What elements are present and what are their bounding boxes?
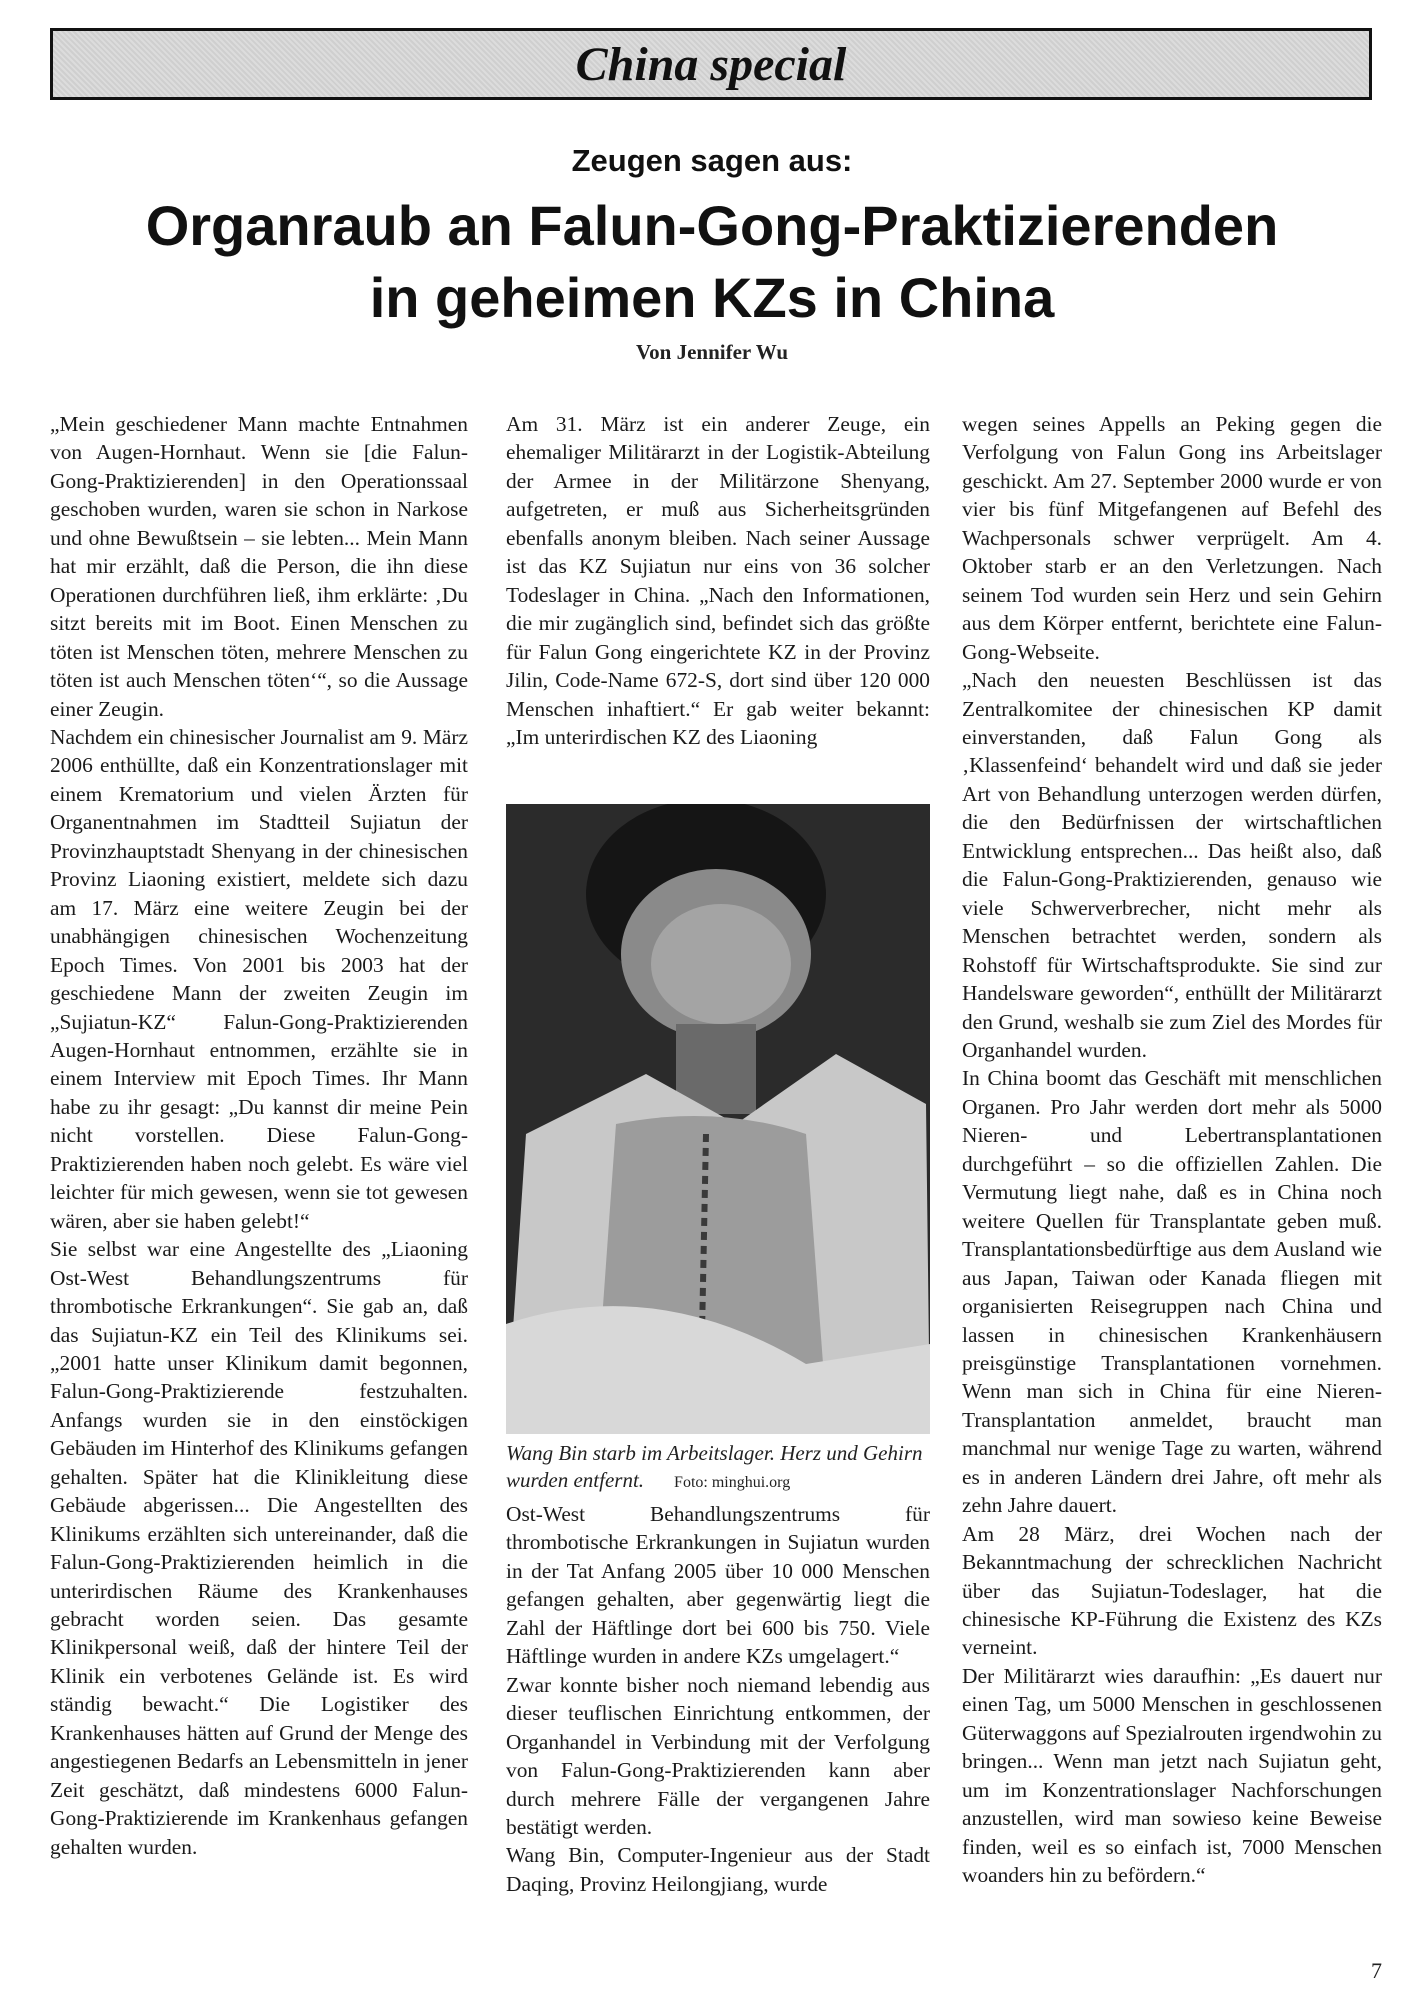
page-number: 7 — [1371, 1958, 1382, 1983]
paragraph: Wang Bin, Computer-Ingenieur aus der Stadt Daqing, Provinz Heilongjiang, wurde — [506, 1843, 930, 1896]
paragraph: „Nach den neuesten Beschlüssen ist das Zentralkomitee der chinesischen KP damit einverstanden, daß Falun Gong als ‚Klassenfeind‘ behandelt wird und daß sie jeder Art von Behandlung unterzogen werden dürfen, die den Bedürfnissen der wirtschaftlichen Entwicklung entsprechen... Das heißt also, daß die Falun-Gong-Praktizierenden, genauso wie viele Schwerverbrecher, nicht mehr als Menschen betrachtet werden, sondern als Rohstoff für Wirtschaftsprodukte. Sie sind zur Handelsware geworden“, enthüllt der Militärarzt den Grund, weshalb sie zum Ziel des Mordes für Organhandel wurden. — [962, 668, 1382, 1062]
paragraph: Zwar konnte bisher noch niemand lebendig aus dieser teuflischen Einrichtung entkommen, der Organhandel in Verbindung mit der Verfolgung von Falun-Gong-Praktizierenden kann aber durch mehrere Fälle der vergangenen Jahre bestätigt werden. — [506, 1672, 930, 1839]
paragraph: Am 28 März, drei Wochen nach der Bekanntmachung der schrecklichen Nachricht über das Sujiatun-Todeslager, hat die chinesische KP-Führung die Existenz des KZs verneint. — [962, 1521, 1382, 1660]
section-banner — [50, 28, 1372, 100]
article-headline — [0, 190, 1424, 334]
paragraph: Der Militärarzt wies daraufhin: „Es dauert nur einen Tag, um 5000 Menschen in geschlossenen Güterwaggons auf Spezialrouten irgendwohin zu bringen... Wenn man jetzt nach Sujiatun geht, um im Konzentrationslager Nachforschungen anzustellen, wird man sowieso keine Beweise finden, weil es so einfach ist, 7000 Menschen woanders hin zu befördern.“ — [962, 1663, 1382, 1888]
section-title: China special — [575, 37, 847, 91]
photo-caption — [506, 1440, 930, 1496]
paragraph: Am 31. März ist ein anderer Zeuge, ein ehemaliger Militärarzt in der Logistik-Abteilung der Armee in der Militärzone Shenyang, aufgetreten, er muß aus Sicherheitsgründen ebenfalls anonym bleiben. Nach seiner Aussage ist das KZ Sujiatun nur eins von 36 solcher Todeslager in China. „Nach den Informationen, die mir zugänglich sind, befindet sich das größte für Falun Gong eingerichtete KZ in der Provinz Jilin, Code-Name 672-S, dort sind über 120 000 Menschen inhaftiert.“ Er gab weiter bekannt: „Im unterirdischen KZ des Liaoning — [506, 412, 930, 749]
paragraph: wegen seines Appells an Peking gegen die Verfolgung von Falun Gong ins Arbeitslager geschickt. Am 27. September 2000 wurde er von vier bis fünf Mitgefangenen auf Befehl des Wachpersonals schwer verprügelt. Am 4. Oktober starb er an den Verletzungen. Nach seinem Tod wurden sein Herz und sein Gehirn aus dem Körper entfernt, berichtete eine Falun-Gong-Webseite. — [962, 412, 1382, 664]
article-photo — [506, 804, 930, 1434]
paragraph: „Mein geschiedener Mann machte Entnahmen von Augen-Hornhaut. Wenn sie [die Falun-Gong-Praktizierenden] in den Operationssaal geschoben wurden, waren sie schon in Narkose und ohne Bewußtsein – sie lebten... Mein Mann hat mir erzählt, daß die Person, die ihn diese Operationen durchführen ließ, ihm erklärte: ‚Du sitzt bereits mit im Boot. Einen Menschen zu töten ist Menschen töten, mehrere Menschen zu töten ist auch Menschen töten‘“, so die Aussage einer Zeugin. — [50, 412, 468, 721]
article-byline: Von Jennifer Wu — [635, 340, 789, 364]
paragraph: Sie selbst war eine Angestellte des „Liaoning Ost-West Behandlungszentrums für thrombotische Erkrankungen“. Sie gab an, daß das Sujiatun-KZ ein Teil des Klinikums sei. „2001 hatte unser Klinikum damit begonnen, Falun-Gong-Praktizierende festzuhalten. Anfangs wurden sie in den einstöckigen Gebäuden im Hinterhof des Klinikums gefangen gehalten. Später hat die Klinikleitung diese Gebäude abgerissen... Die Angestellten des Klinikums erzählten sich untereinander, daß die Falun-Gong-Praktizierenden heimlich in die unterirdischen Räume des Krankenhauses gebracht worden seien. Das gesamte Klinikpersonal weiß, daß der hintere Teil der Klinik ein verbotenes Gelände ist. Es wird ständig bewacht.“ Die Logistiker des Krankenhauses hätten auf Grund der Menge des angestiegenen Bedarfs an Lebensmitteln in jener Zeit geschätzt, daß mindestens 6000 Falun-Gong-Praktizierende im Krankenhaus gefangen gehalten wurden. — [50, 1237, 468, 1859]
caption-text: Wang Bin starb im Arbeitslager. Herz und Gehirn wurden entfernt. — [506, 1441, 923, 1492]
text-column-2-bottom — [506, 1500, 930, 1898]
text-column-2-top — [506, 410, 930, 751]
text-column-1 — [50, 410, 468, 1861]
headline-line-2: in geheimen KZs in China — [369, 266, 1055, 329]
paragraph: In China boomt das Geschäft mit menschlichen Organen. Pro Jahr werden dort mehr als 5000 Nieren- und Lebertransplantationen durchgeführt – so die offiziellen Zahlen. Die Vermutung liegt nahe, daß es in China noch weitere Quellen für Transplantate geben muß. Transplantationsbedürftige aus dem Ausland wie aus Japan, Taiwan oder Kanada fliegen mit organisierten Reisegruppen nach China und lassen in chinesischen Krankenhäusern preisgünstige Transplantationen vornehmen. Wenn man sich in China für eine Nieren-Transplantation anmeldet, braucht man manchmal nur wenige Tage zu warten, während es in anderen Ländern drei Jahre, oft mehr als zehn Jahre dauert. — [962, 1066, 1382, 1518]
photo-illustration — [506, 804, 930, 1434]
text-column-3 — [962, 410, 1382, 1890]
photo-credit: Foto: minghui.org — [674, 1474, 791, 1491]
paragraph: Nachdem ein chinesischer Journalist am 9. März 2006 enthüllte, daß ein Konzentrationslager mit einem Krematorium und vielen Ärzten für Organentnahmen im Stadtteil Sujiatun der Provinzhauptstadt Shenyang in der chinesischen Provinz Liaoning existiert, meldete sich dazu am 17. März eine weitere Zeugin bei der unabhängigen chinesischen Wochenzeitung Epoch Times. Von 2001 bis 2003 hat der geschiedene Mann der zweiten Zeugin im „Sujiatun-KZ“ Falun-Gong-Praktizierenden Augen-Hornhaut entnommen, erzählte sie in einem Interview mit Epoch Times. Ihr Mann habe zu ihr gesagt: „Du kannst dir meine Pein nicht vorstellen. Diese Falun-Gong-Praktizierenden haben noch gelebt. Es wäre viel leichter für mich gewesen, wenn sie tot gewesen wären, aber sie haben gelebt!“ — [50, 724, 468, 1233]
headline-line-1: Organraub an Falun-Gong-Praktizierenden — [145, 194, 1279, 257]
article-kicker: Zeugen sagen aus: — [571, 143, 853, 178]
paragraph: Ost-West Behandlungszentrums für thrombotische Erkrankungen in Sujiatun wurden in der Tat Anfang 2005 über 10 000 Menschen gefangen gehalten, aber gegenwärtig liegt die Zahl der Häftlinge dort bei 600 bis 750. Viele Häftlinge wurden in andere KZs umgelagert.“ — [506, 1502, 930, 1669]
